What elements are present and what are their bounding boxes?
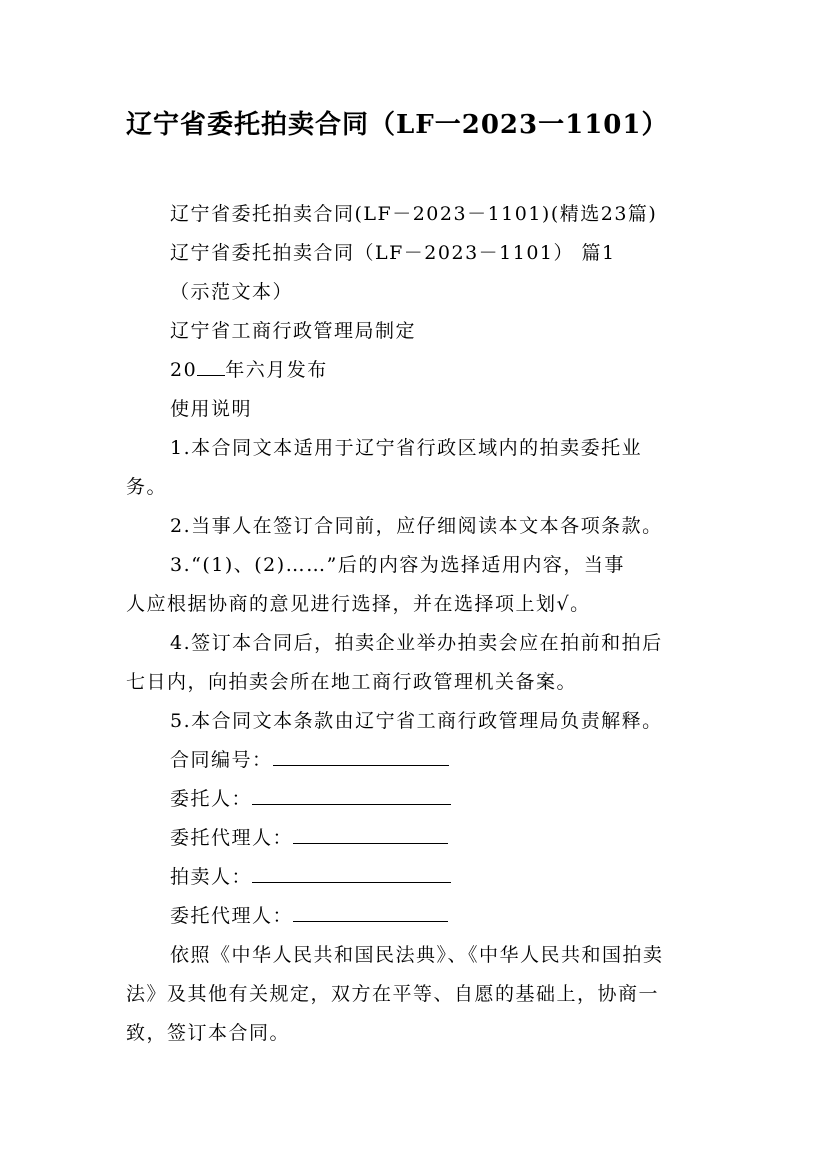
- instruction-1-cont: 务。: [126, 476, 168, 498]
- principal-field: [170, 784, 451, 811]
- section-heading: 辽宁省委托拍卖合同（LF－2023－1101） 篇1: [170, 242, 616, 264]
- model-text-label: （示范文本）: [170, 281, 294, 303]
- auctioneer-agent-field: [170, 901, 448, 928]
- auctioneer-field: [170, 862, 451, 889]
- auctioneer-agent-blank: [293, 903, 448, 922]
- issuer-line: 辽宁省工商行政管理局制定: [170, 320, 417, 342]
- principal-agent-blank: [293, 825, 448, 844]
- closing-paragraph-line-1: 依照《中华人民共和国民法典》、《中华人民共和国拍卖: [170, 944, 664, 966]
- year-blank: [197, 359, 225, 376]
- instruction-1: 1.本合同文本适用于辽宁省行政区域内的拍卖委托业: [170, 437, 643, 459]
- contract-no-field: [170, 745, 449, 772]
- subtitle-line: 辽宁省委托拍卖合同(LF－2023－1101)(精选23篇): [170, 203, 658, 225]
- auctioneer-agent-label: 委托代理人：: [170, 905, 294, 927]
- instructions-heading: 使用说明: [170, 398, 253, 420]
- publish-date-line: [170, 355, 328, 382]
- publish-date-text: 年六月发布: [225, 359, 328, 381]
- principal-blank: [252, 786, 451, 805]
- principal-label: 委托人：: [170, 788, 253, 810]
- contract-no-blank: [273, 747, 449, 766]
- instruction-3-cont: 人应根据协商的意见进行选择，并在选择项上划√。: [126, 593, 591, 615]
- principal-agent-label: 委托代理人：: [170, 827, 294, 849]
- auctioneer-blank: [252, 864, 451, 883]
- instruction-4: 4.签订本合同后，拍卖企业举办拍卖会应在拍前和拍后: [170, 632, 663, 654]
- closing-paragraph-line-3: 致，签订本合同。: [126, 1022, 291, 1044]
- instruction-3: 3.“(1)、(2)……”后的内容为选择适用内容，当事: [170, 554, 625, 576]
- closing-paragraph-line-2: 法》及其他有关规定，双方在平等、自愿的基础上，协商一: [126, 983, 660, 1005]
- auctioneer-label: 拍卖人：: [170, 866, 253, 888]
- instruction-5: 5.本合同文本条款由辽宁省工商行政管理局负责解释。: [170, 710, 663, 732]
- instruction-2: 2.当事人在签订合同前，应仔细阅读本文本各项条款。: [170, 515, 663, 537]
- year-prefix: 20: [170, 359, 198, 381]
- contract-no-label: 合同编号：: [170, 749, 273, 771]
- document-title: 辽宁省委托拍卖合同（LF一2023一1101）: [126, 110, 669, 140]
- principal-agent-field: [170, 823, 448, 850]
- instruction-4-cont: 七日内，向拍卖会所在地工商行政管理机关备案。: [126, 671, 578, 693]
